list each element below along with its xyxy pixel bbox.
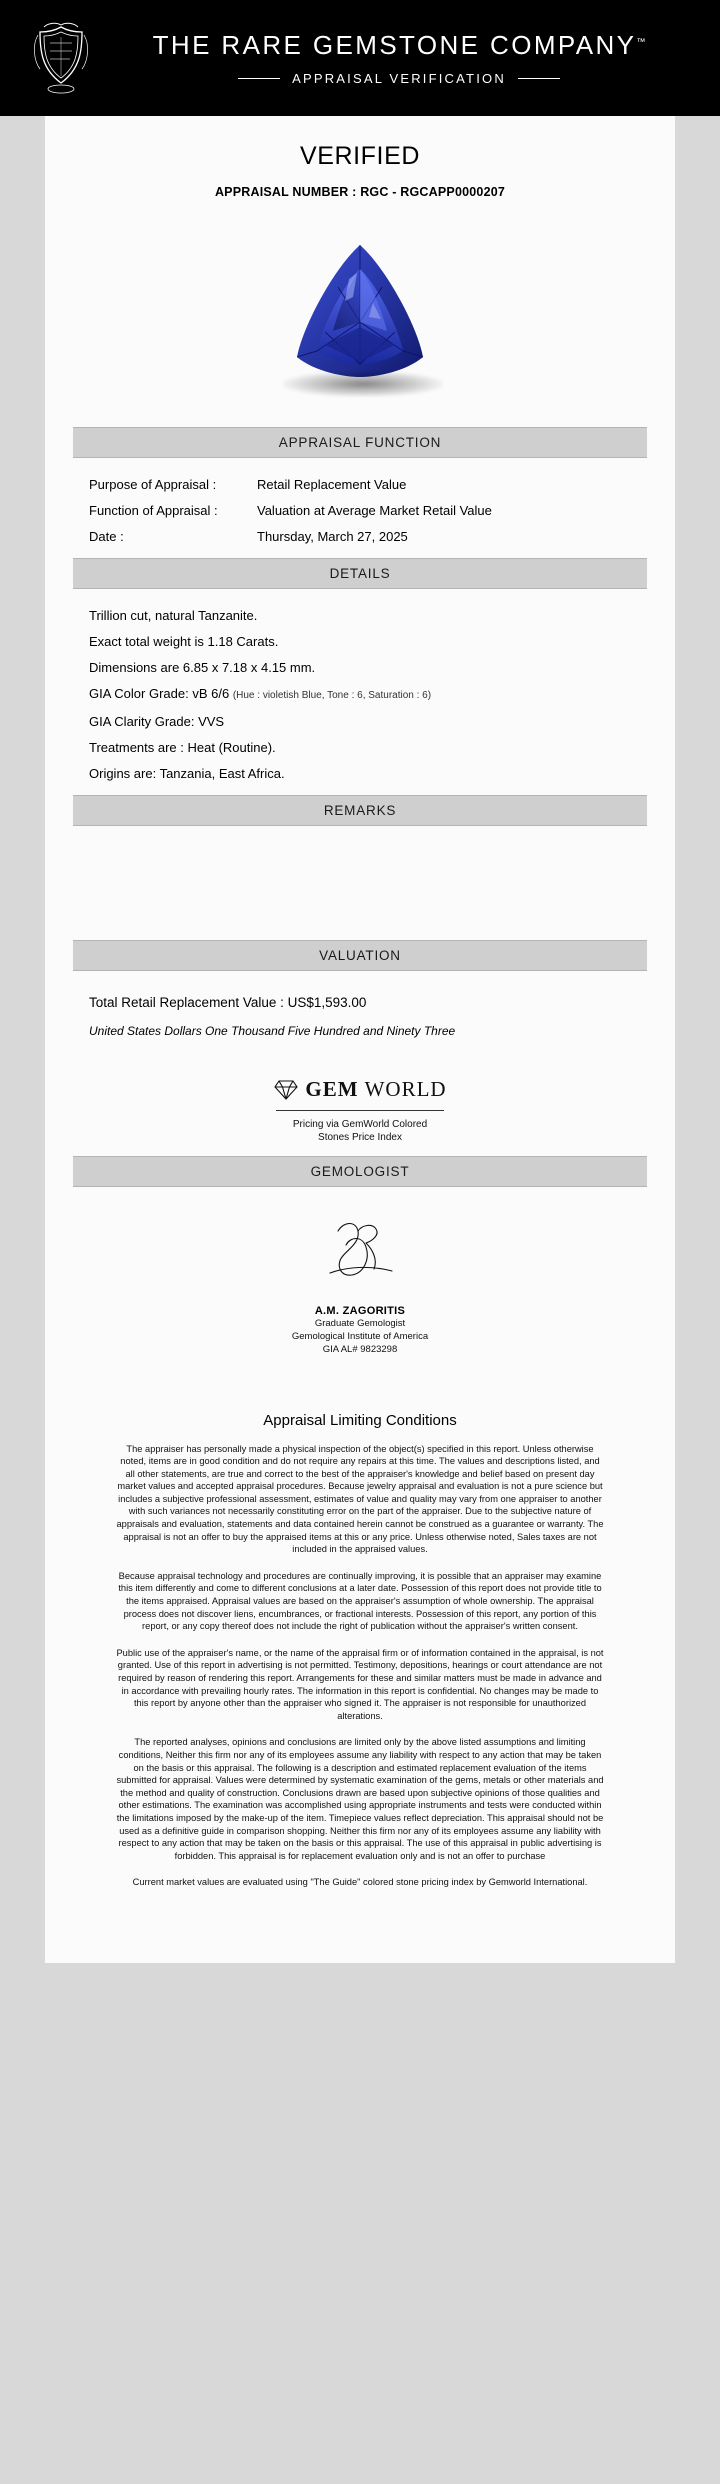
detail-line-treatments: Treatments are : Heat (Routine). — [89, 740, 276, 755]
row-date — [89, 524, 631, 550]
limiting-paragraph-4: The reported analyses, opinions and conclusions are limited only by the above listed assumptions and limiting conditions, Neither this firm nor any of its employees assume any liability with respect to any action that may be taken on the basis or this appraisal. The following is a description and estimated replacement evaluation of the items submitted for appraisal. Values were determined by systematic examination of the gems, metals or other materials and the method and quality of construction. Conclusions drawn are based upon subjective opinions of those qualities and other estimations. The examination was accomplished using appropriate instruments and tests were conducted within the limitations imposed by the make-up of the item. Timepiece values reflect depreciation. This appraisal should not be used as a definitive guide in comparison shopping. Neither this firm nor any of its employees assume any liability with respect to any action that may be taken on the basis or this appraisal. The use of this appraisal in public advertising is forbidden. This appraisal is for replacement evaluation only and is not an offer to purchase — [116, 1737, 604, 1861]
remarks-body — [45, 826, 675, 940]
valuation-total: Total Retail Replacement Value : US$1,593.00 — [89, 995, 367, 1010]
label-purpose: Purpose of Appraisal : — [89, 477, 217, 492]
gemologist-title: Graduate Gemologist — [314, 1317, 406, 1329]
document-header — [0, 0, 720, 116]
limiting-paragraph-2: Because appraisal technology and procedures are continually improving, it is possible that an appraiser may examine this item differently and come to different conclusions at a later date. Possession of this report does not provide title to the items appraised. Appraisal values are based on the appraiser's assumption of whole ownership. The appraisal process does not discover liens, encumbrances, or fractional interests. Possession of this report, any portion of this report, or any copy thereof does not include the right of publication without the appraiser's written consent. — [118, 1570, 602, 1632]
label-function: Function of Appraisal : — [89, 503, 218, 518]
verified-status: VERIFIED — [299, 142, 421, 170]
limiting-paragraph-3: Public use of the appraiser's name, or the name of the appraisal firm or of information contained in the appraisal, is not granted. Use of this report in advertising is not permitted. Testimony, depositions, hearings or court attendance are not required by reason of rendering this report. Arrangements for these and similar matters must be made in advance and in accordance with prevailing hourly rates. The information in this report is confidential. No changes may be made to this report by anyone other than the appraiser who signed it. The appraiser is not responsible for unauthorized alterations. — [116, 1647, 604, 1721]
gemworld-gem-text: GEM — [305, 1077, 359, 1101]
gemworld-logo-block — [45, 1077, 675, 1156]
detail-color-note: (Hue : violetish Blue, Tone : 6, Saturation : 6) — [232, 690, 432, 701]
detail-line-dimensions: Dimensions are 6.85 x 7.18 x 4.15 mm. — [89, 660, 316, 675]
limiting-paragraph-5: Current market values are evaluated using "The Guide" colored stone pricing index by Gemworld International. — [132, 1877, 588, 1888]
limiting-paragraph-1: The appraiser has personally made a physical inspection of the object(s) specified in this report. Unless otherwise noted, items are in good condition and do not require any repairs at this time. The values and descriptions listed, and all other statements, are true and correct to the best of the appraiser's knowledge and belief based on present day market values and accepted appraisal procedures. Because jewelry appraisal and evaluation is not a pure science but includes a subjective professional assessment, estimates of value and quality may vary from one appraiser to another with such variances not necessarily constituting error on the part of the appraiser. Due to the subjective nature of appraisals and evaluation, statements and data contained herein cannot be construed as a guarantee or warranty. The appraisal is not an offer to buy the appraised items at this or any price. Unless otherwise noted, Sales taxes are not included in the appraised values. — [116, 1443, 604, 1555]
section-title-valuation: VALUATION — [73, 940, 647, 971]
heraldic-shield-crest-icon — [30, 21, 92, 95]
gemstone-shadow — [283, 371, 443, 397]
appraisal-function-body — [45, 458, 675, 558]
section-title-remarks: REMARKS — [73, 795, 647, 826]
rule-left — [238, 78, 280, 79]
gemologist-name: A.M. ZAGORITIS — [314, 1304, 406, 1317]
row-function — [89, 498, 631, 524]
gemologist-license: GIA AL# 9823298 — [322, 1343, 398, 1355]
details-body — [45, 589, 675, 795]
gemstone-photo — [45, 217, 675, 417]
value-date: Thursday, March 27, 2025 — [257, 529, 408, 544]
detail-line-clarity: GIA Clarity Grade: VVS — [89, 714, 225, 729]
value-function: Valuation at Average Market Retail Value — [257, 503, 492, 518]
gemworld-world-text: WORLD — [364, 1077, 447, 1101]
trademark-symbol: ™ — [636, 36, 646, 47]
detail-line-origins: Origins are: Tanzania, East Africa. — [89, 766, 285, 781]
gemworld-caption-1: Pricing via GemWorld Colored — [292, 1118, 428, 1130]
signature-mark — [45, 1213, 675, 1291]
section-title-appraisal-function: APPRAISAL FUNCTION — [73, 427, 647, 458]
gemworld-caption-2: Stones Price Index — [318, 1131, 402, 1143]
company-name-text: THE RARE GEMSTONE COMPANY — [152, 30, 637, 60]
valuation-body — [45, 971, 675, 1051]
limiting-conditions — [45, 1366, 675, 1889]
appraisal-number: APPRAISAL NUMBER : RGC - RGCAPP0000207 — [214, 185, 506, 199]
section-title-gemologist: GEMOLOGIST — [73, 1156, 647, 1187]
gemologist-institute: Gemological Institute of America — [291, 1330, 429, 1342]
detail-color-grade: GIA Color Grade: vB 6/6 — [89, 686, 230, 701]
gem-logo-icon — [273, 1078, 299, 1102]
company-name — [153, 30, 646, 61]
document-body — [45, 116, 675, 1963]
gemworld-logo — [273, 1077, 446, 1102]
row-purpose — [89, 472, 631, 498]
limiting-conditions-title: Appraisal Limiting Conditions — [263, 1411, 457, 1429]
rule-right — [518, 78, 560, 79]
detail-line-color — [89, 681, 631, 709]
gemworld-rule — [276, 1110, 444, 1111]
document-footer-space — [45, 1903, 675, 1933]
label-date: Date : — [89, 529, 124, 544]
detail-line-cut: Trillion cut, natural Tanzanite. — [89, 608, 258, 623]
header-subtitle — [238, 71, 560, 86]
valuation-in-words: United States Dollars One Thousand Five Hundred and Ninety Three — [89, 1024, 456, 1038]
section-title-details: DETAILS — [73, 558, 647, 589]
header-subtitle-text: APPRAISAL VERIFICATION — [292, 71, 506, 86]
gemologist-body — [45, 1187, 675, 1366]
value-purpose: Retail Replacement Value — [257, 477, 407, 492]
detail-line-weight: Exact total weight is 1.18 Carats. — [89, 634, 279, 649]
verified-block — [45, 116, 675, 199]
